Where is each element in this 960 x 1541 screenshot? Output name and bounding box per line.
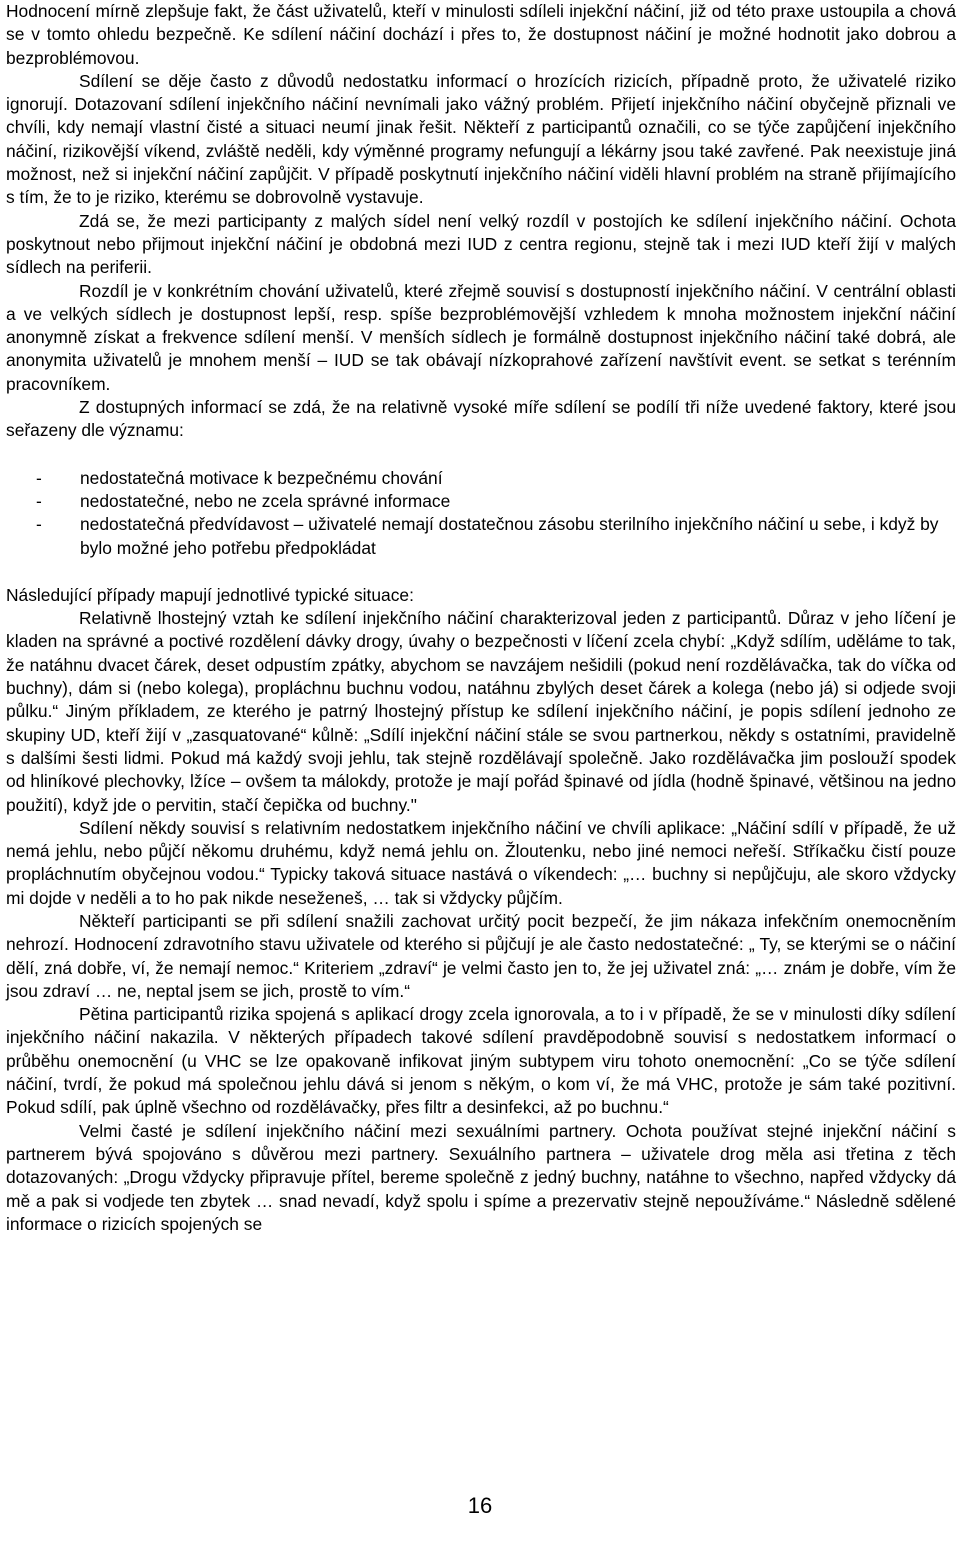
paragraph-10: Pětina participantů rizika spojená s aplikací drogy zcela ignorovala, a to i v případě, že se v minulosti díky sdílení injekčního náčiní nakazila. V některých případech takové sdílení pravděpodobně souvisí s nedostatkem informací o průběhu onemocnění (u VHC se lze opakovaně infikovat jiným subtypem viru tohoto onemocnění: „Co se týče sdílení náčiní, tvrdí, že pokud má společnou jehlu dává si jenom s někým, o kom ví, že má VHC, protože je sám také pozitivní. Pokud sdílí, pak úplně všechno od rozdělávačky, přes filtr a desinfekci, až po buchnu.“ bbox=[6, 1004, 956, 1118]
paragraph-8: Sdílení někdy souvisí s relativním nedostatkem injekčního náčiní ve chvíli aplikace: „Náčiní sdílí v případě, že už nemá jehlu, nebo půjčí někomu druhému, když nemá jehlu on. Žloutenku, nebo jiné nemoci neřeší. Stříkačku čistí pouze propláchnutím obyčejnou vodou.“ Typicky taková situace nastává o víkendech: „… buchny si nepůjčuju, ale skoro vždycky mi dojde v neděli a to ho pak nikde neseženeš, … tak si vždycky půjčím. bbox=[6, 817, 956, 908]
list-item bbox=[6, 513, 956, 560]
list-marker: - bbox=[36, 490, 42, 511]
page-number: 16 bbox=[467, 1493, 493, 1518]
paragraph-5: Z dostupných informací se zdá, že na relativně vysoké míře sdílení se podílí tři níže uvedené faktory, které jsou seřazeny dle významu: bbox=[6, 397, 956, 441]
paragraph-2: Sdílení se děje často z důvodů nedostatku informací o hrozících rizicích, případně proto, že uživatelé riziko ignorují. Dotazovaní sdílení injekčního náčiní nevnímali jako vážný problém. Přijetí injekčního náčiní obyčejně přiznali ve chvíli, kdy nemají vlastní čisté a situaci neumí jinak řešit. Někteří z participantů označili, co se týče zapůjčení injekčního náčiní, rizikovější víkend, zvláště neděli, kdy výměnné programy nefungují a lékárny jsou také zavřené. Pak neexistuje jiná možnost, než si injekční náčiní zapůjčit. V případě poskytnutí injekčního náčiní viděli hlavní problém na straně přijímajícího s tím, že to je riziko, kterému se dobrovolně vystavuje. bbox=[6, 70, 956, 208]
list-marker: - bbox=[36, 514, 42, 535]
list-item-text: nedostatečná motivace k bezpečnému chování bbox=[80, 467, 443, 488]
list-item bbox=[6, 490, 956, 513]
paragraph-9: Někteří participanti se při sdílení snažili zachovat určitý pocit bezpečí, že jim nákaza infekčním onemocněním nehrozí. Hodnocení zdravotního stavu uživatele od kterého si půjčují je ale často nedostatečné: „ Ty, se kterými se o náčiní dělí, zná dobře, ví, že nemají nemoc.“ Kriteriem „zdraví“ je velmi často jen to, že jej uživatel zná: „… znám je dobře, vím že jsou zdraví … ne, neptal jsem se jich, prostě to vím.“ bbox=[6, 910, 956, 1001]
paragraph-11: Velmi časté je sdílení injekčního náčiní mezi sexuálními partnery. Ochota používat stejné injekční náčiní s partnerem bývá spojováno s důvěrou mezi partnery. Sexuálního partnera – uživatele drog měla asi třetina z těch dotazovaných: „Drogu vždycky připravuje přítel, bereme společně z jedný buchny, natáhne to všechno, napřed vždycky dá mě a pak si vodjede ten zbytek … snad nevadí, když spolu i spíme a prezervativ stejně nepoužíváme.“ Následně sdělené informace o rizicích spojených se bbox=[6, 1120, 956, 1234]
paragraph-3: Zdá se, že mezi participanty z malých sídel není velký rozdíl v postojích ke sdílení injekčního náčiní. Ochota poskytnout nebo přijmout injekční náčiní je obdobná mezi IUD z centra regionu, stejně tak i mezi IUD kteří žijí v malých sídlech na periferii. bbox=[6, 210, 956, 278]
paragraph-4: Rozdíl je v konkrétním chování uživatelů, které zřejmě souvisí s dostupností injekčního náčiní. V centrální oblasti a ve velkých sídlech je dostupnost lepší, resp. spíše bezproblémovější vzhledem k mnoha možnostem injekční náčiní anonymně získat a frekvence sdílení menší. V menších sídlech je formálně dostupnost injekčního náčiní také dobrá, ale anonymita uživatelů je mnohem menší – IUD se tak obávají nízkoprahové zařízení navštívit event. se setkat s terénním pracovníkem. bbox=[6, 280, 956, 394]
factor-list bbox=[6, 467, 956, 560]
list-item-text: nedostatečná předvídavost – uživatelé nemají dostatečnou zásobu sterilního injekčního náčiní u sebe, i když by bylo možné jeho potřebu předpokládat bbox=[80, 514, 939, 558]
list-item bbox=[6, 467, 956, 490]
list-marker: - bbox=[36, 467, 42, 488]
list-item-text: nedostatečné, nebo ne zcela správné informace bbox=[80, 490, 451, 511]
paragraph-7: Relativně lhostejný vztah ke sdílení injekčního náčiní charakterizoval jeden z participantů. Důraz v jeho líčení je kladen na správné a poctivé rozdělení dávky drogy, úvahy o bezpečnosti v líčení zcela chybí: „Když sdílím, uděláme to tak, že natáhnu dvacet čárek, deset odpustím zpátky, abychom se navzájem nešidili (pokud není rozdělávačka, tak do víčka od buchny), dám si (nebo kolega), propláchnu buchnu vodou, natáhnu zbylých deset čárek a kolega (nebo já) si odjede svoji půlku.“ Jiným příkladem, ze kterého je patrný lhostejný přístup ke sdílení injekčního náčiní, je popis sdílení jednoho ze skupiny UD, kteří žijí v „zasquatované“ kůlně: „Sdílí injekční náčiní stále se svou partnerkou, někdy s ostatními, pravidelně s dalšími šesti lidmi. Pokud má každý svoji jehlu, tak stejně rozdělávají společně. Jako rozdělávačka jim poslouží spodek od hliníkové plechovky, lžíce – ovšem ta málokdy, protože je mají pořád špinavé od jídla (hodně špinavé, většinou na jedno použití), když jde o pervitin, stačí čepička od buchny." bbox=[6, 608, 956, 815]
paragraph-6: Následující případy mapují jednotlivé typické situace: bbox=[6, 584, 414, 605]
document-page bbox=[6, 0, 956, 1236]
paragraph-1: Hodnocení mírně zlepšuje fakt, že část uživatelů, kteří v minulosti sdíleli injekční náčiní, již od této praxe ustoupila a chová se v tomto ohledu bezpečně. Ke sdílení náčiní dochází i přes to, že dostupnost náčiní je možné hodnotit jako dobrou a bezproblémovou. bbox=[6, 1, 956, 68]
